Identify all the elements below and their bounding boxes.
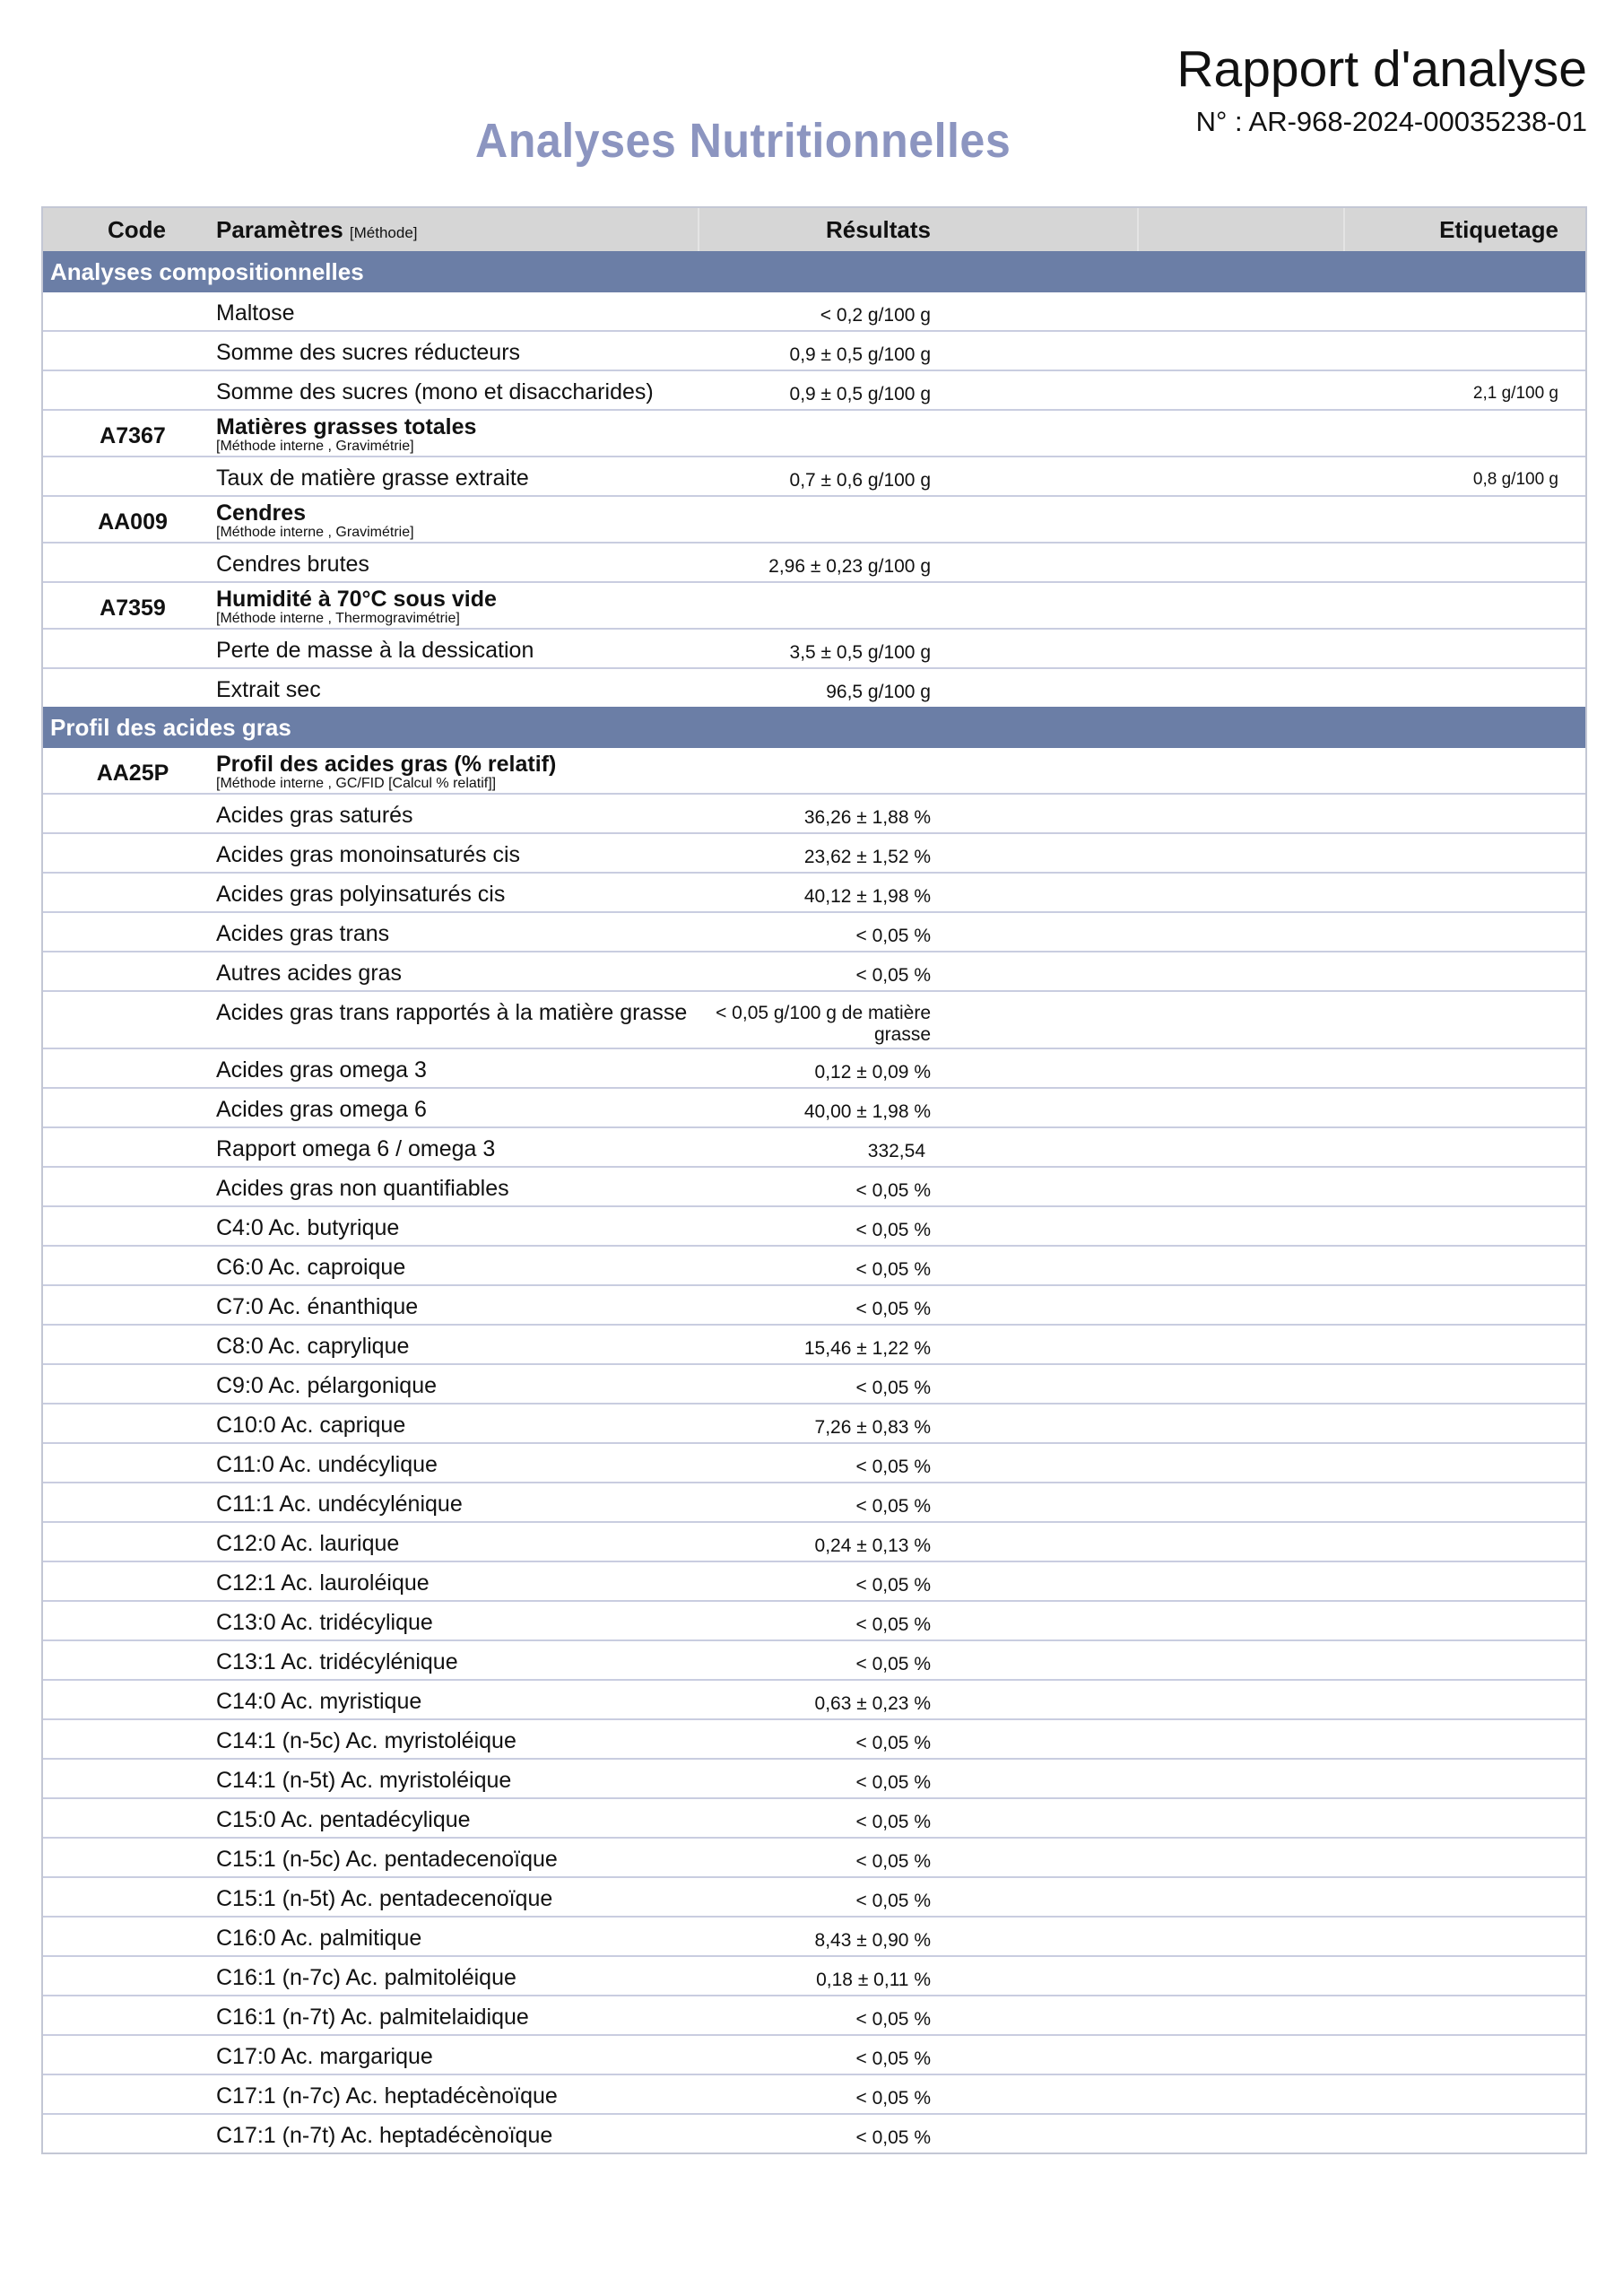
param-name: Acides gras non quantifiables bbox=[216, 1176, 509, 1201]
header-code: Code bbox=[108, 216, 166, 243]
param-name: Somme des sucres réducteurs bbox=[216, 340, 521, 365]
param-name: Extrait sec bbox=[216, 677, 321, 702]
labeling-value: 0,8 g/100 g bbox=[1472, 470, 1558, 489]
param-name: C15:1 (n-5t) Ac. pentadecenoïque bbox=[216, 1886, 553, 1911]
table-row bbox=[43, 544, 1585, 583]
param-name: C16:0 Ac. palmitique bbox=[216, 1926, 422, 1951]
method-row bbox=[43, 748, 1585, 795]
labeling-value: 2,1 g/100 g bbox=[1472, 384, 1558, 403]
result-value: 8,43 ± 0,90 % bbox=[814, 1930, 931, 1951]
param-name: Rapport omega 6 / omega 3 bbox=[216, 1136, 496, 1161]
table-row bbox=[43, 1286, 1585, 1326]
param-name: Acides gras polyinsaturés cis bbox=[216, 882, 506, 907]
param-name: C9:0 Ac. pélargonique bbox=[216, 1373, 438, 1398]
result-value: 0,18 ± 0,11 % bbox=[816, 1970, 931, 1990]
table-row bbox=[43, 630, 1585, 669]
param-name: Somme des sucres (mono et disaccharides) bbox=[216, 379, 654, 404]
table-row bbox=[43, 874, 1585, 913]
param-name: C6:0 Ac. caproique bbox=[216, 1255, 406, 1280]
section-compositional: Analyses compositionnelles bbox=[43, 251, 1585, 292]
table-row bbox=[43, 292, 1585, 332]
table-row bbox=[43, 1641, 1585, 1681]
table-row bbox=[43, 1681, 1585, 1720]
result-value: < 0,05 % bbox=[855, 1575, 931, 1596]
result-value: 15,46 ± 1,22 % bbox=[803, 1338, 931, 1359]
table-row bbox=[43, 952, 1585, 992]
result-value: < 0,05 % bbox=[855, 1496, 931, 1517]
table-row bbox=[43, 992, 1585, 1049]
result-value: 96,5 g/100 g bbox=[826, 682, 931, 702]
param-name: C13:0 Ac. tridécylique bbox=[216, 1610, 433, 1635]
table-row bbox=[43, 1326, 1585, 1365]
param-name: Maltose bbox=[216, 300, 295, 326]
result-value: < 0,05 % bbox=[855, 1654, 931, 1674]
result-value: < 0,05 % bbox=[855, 1772, 931, 1793]
table-row bbox=[43, 1405, 1585, 1444]
result-line-1: < 0,05 g/100 g de matière bbox=[716, 1003, 931, 1023]
param-name: C16:1 (n-7c) Ac. palmitoléique bbox=[216, 1965, 516, 1990]
header-params-label: Paramètres bbox=[216, 216, 343, 243]
result-value: < 0,05 % bbox=[855, 2127, 931, 2148]
header-results: Résultats bbox=[825, 216, 931, 243]
report-title: Rapport d'analyse bbox=[1176, 40, 1587, 98]
result-value: 40,00 ± 1,98 % bbox=[803, 1101, 931, 1122]
result-value: 332,54 bbox=[867, 1141, 925, 1161]
results-table bbox=[41, 206, 1587, 2154]
param-name: Acides gras omega 3 bbox=[216, 1057, 427, 1083]
param-name: C11:0 Ac. undécylique bbox=[216, 1452, 438, 1477]
result-value: < 0,05 % bbox=[855, 2009, 931, 2030]
result-value bbox=[662, 1003, 931, 1046]
table-row bbox=[43, 1996, 1585, 2036]
param-name: Acides gras trans bbox=[216, 921, 390, 946]
param-name: C12:1 Ac. lauroléique bbox=[216, 1570, 430, 1596]
table-row bbox=[43, 1168, 1585, 1207]
method-code: A7367 bbox=[100, 423, 166, 448]
result-value: < 0,05 % bbox=[855, 1378, 931, 1398]
result-value: 0,9 ± 0,5 g/100 g bbox=[789, 344, 931, 365]
result-value: 36,26 ± 1,88 % bbox=[803, 807, 931, 828]
table-row bbox=[43, 371, 1585, 411]
result-value: < 0,05 % bbox=[855, 2048, 931, 2069]
param-name: C8:0 Ac. caprylique bbox=[216, 1334, 410, 1359]
method-row bbox=[43, 411, 1585, 457]
param-name: C10:0 Ac. caprique bbox=[216, 1413, 406, 1438]
table-row bbox=[43, 1839, 1585, 1878]
result-value: 23,62 ± 1,52 % bbox=[803, 847, 931, 867]
param-name: C15:0 Ac. pentadécylique bbox=[216, 1807, 471, 1832]
result-value: < 0,05 % bbox=[855, 1891, 931, 1911]
page-title: Analyses Nutritionnelles bbox=[475, 114, 1011, 168]
table-row bbox=[43, 1720, 1585, 1760]
table-row bbox=[43, 332, 1585, 371]
param-name: C13:1 Ac. tridécylénique bbox=[216, 1649, 458, 1674]
table-row bbox=[43, 2115, 1585, 2152]
table-row bbox=[43, 1049, 1585, 1089]
param-name: Perte de masse à la dessication bbox=[216, 638, 534, 663]
param-name: Acides gras trans rapportés à la matière grasse bbox=[216, 1000, 688, 1025]
result-value: < 0,05 % bbox=[855, 1851, 931, 1872]
header-params bbox=[216, 208, 418, 251]
param-name: C4:0 Ac. butyrique bbox=[216, 1215, 400, 1240]
table-row bbox=[43, 913, 1585, 952]
result-value: 0,24 ± 0,13 % bbox=[814, 1535, 931, 1556]
param-name: Acides gras omega 6 bbox=[216, 1097, 427, 1122]
param-name: C17:1 (n-7c) Ac. heptadécènoïque bbox=[216, 2083, 558, 2109]
method-title: Matières grasses totales bbox=[216, 414, 477, 439]
result-value: < 0,05 % bbox=[855, 2088, 931, 2109]
table-row bbox=[43, 1365, 1585, 1405]
result-value: < 0,05 % bbox=[855, 1614, 931, 1635]
method-row bbox=[43, 497, 1585, 544]
param-name: C14:1 (n-5c) Ac. myristoléique bbox=[216, 1728, 516, 1753]
result-value: 40,12 ± 1,98 % bbox=[803, 886, 931, 907]
header-params-method: [Méthode] bbox=[349, 224, 418, 241]
table-row bbox=[43, 834, 1585, 874]
method-code: AA25P bbox=[96, 761, 169, 786]
param-name: C12:0 Ac. laurique bbox=[216, 1531, 400, 1556]
result-value: 0,9 ± 0,5 g/100 g bbox=[789, 384, 931, 404]
result-value: 7,26 ± 0,83 % bbox=[814, 1417, 931, 1438]
method-desc: [Méthode interne , Gravimétrie] bbox=[216, 439, 414, 454]
method-code: A7359 bbox=[100, 596, 166, 621]
result-value: < 0,05 % bbox=[855, 1180, 931, 1201]
section-fatty-acids: Profil des acides gras bbox=[43, 707, 1585, 748]
table-row bbox=[43, 1444, 1585, 1483]
header-labeling: Etiquetage bbox=[1439, 216, 1558, 243]
param-name: C14:1 (n-5t) Ac. myristoléique bbox=[216, 1768, 512, 1793]
result-value: < 0,05 % bbox=[855, 926, 931, 946]
result-value: 0,12 ± 0,09 % bbox=[814, 1062, 931, 1083]
param-name: C16:1 (n-7t) Ac. palmitelaidique bbox=[216, 2005, 529, 2030]
param-name: C17:1 (n-7t) Ac. heptadécènoïque bbox=[216, 2123, 553, 2148]
result-value: 0,7 ± 0,6 g/100 g bbox=[789, 470, 931, 491]
param-name: Acides gras monoinsaturés cis bbox=[216, 842, 521, 867]
table-header bbox=[43, 206, 1585, 251]
table-row bbox=[43, 1957, 1585, 1996]
table-row bbox=[43, 669, 1585, 707]
table-row bbox=[43, 795, 1585, 834]
param-name: Acides gras saturés bbox=[216, 803, 413, 828]
method-desc: [Méthode interne , Gravimétrie] bbox=[216, 525, 414, 540]
table-row bbox=[43, 1918, 1585, 1957]
table-row bbox=[43, 1128, 1585, 1168]
result-line-2: grasse bbox=[873, 1024, 931, 1045]
result-value: < 0,05 % bbox=[855, 1299, 931, 1319]
param-name: C14:0 Ac. myristique bbox=[216, 1689, 422, 1714]
method-code: AA009 bbox=[98, 509, 168, 535]
table-row bbox=[43, 457, 1585, 497]
table-row bbox=[43, 2075, 1585, 2115]
table-row bbox=[43, 1878, 1585, 1918]
param-name: Cendres brutes bbox=[216, 552, 369, 577]
result-value: < 0,05 % bbox=[855, 1259, 931, 1280]
method-desc: [Méthode interne , Thermogravimétrie] bbox=[216, 611, 460, 626]
table-row bbox=[43, 1483, 1585, 1523]
table-row bbox=[43, 1602, 1585, 1641]
table-row bbox=[43, 1760, 1585, 1799]
result-value: < 0,05 % bbox=[855, 1812, 931, 1832]
table-row bbox=[43, 1207, 1585, 1247]
result-value: 3,5 ± 0,5 g/100 g bbox=[789, 642, 931, 663]
table-row bbox=[43, 1089, 1585, 1128]
method-row bbox=[43, 583, 1585, 630]
result-value: 2,96 ± 0,23 g/100 g bbox=[768, 556, 931, 577]
param-name: C7:0 Ac. énanthique bbox=[216, 1294, 419, 1319]
table-row bbox=[43, 1562, 1585, 1602]
result-value: < 0,05 % bbox=[855, 965, 931, 986]
result-value: < 0,05 % bbox=[855, 1220, 931, 1240]
param-name: C11:1 Ac. undécylénique bbox=[216, 1492, 463, 1517]
report-number: N° : AR-968-2024-00035238-01 bbox=[1195, 106, 1587, 137]
param-name: C17:0 Ac. margarique bbox=[216, 2044, 433, 2069]
method-desc: [Méthode interne , GC/FID [Calcul % relatif]] bbox=[216, 776, 497, 791]
result-value: < 0,2 g/100 g bbox=[820, 305, 931, 326]
table-row bbox=[43, 1247, 1585, 1286]
table-row bbox=[43, 2036, 1585, 2075]
table-row bbox=[43, 1799, 1585, 1839]
method-title: Cendres bbox=[216, 500, 307, 526]
result-value: 0,63 ± 0,23 % bbox=[814, 1693, 931, 1714]
method-title: Humidité à 70°C sous vide bbox=[216, 587, 497, 612]
param-name: Taux de matière grasse extraite bbox=[216, 465, 529, 491]
result-value: < 0,05 % bbox=[855, 1457, 931, 1477]
param-name: C15:1 (n-5c) Ac. pentadecenoïque bbox=[216, 1847, 558, 1872]
table-row bbox=[43, 1523, 1585, 1562]
method-title: Profil des acides gras (% relatif) bbox=[216, 752, 557, 777]
param-name: Autres acides gras bbox=[216, 961, 403, 986]
result-value: < 0,05 % bbox=[855, 1733, 931, 1753]
